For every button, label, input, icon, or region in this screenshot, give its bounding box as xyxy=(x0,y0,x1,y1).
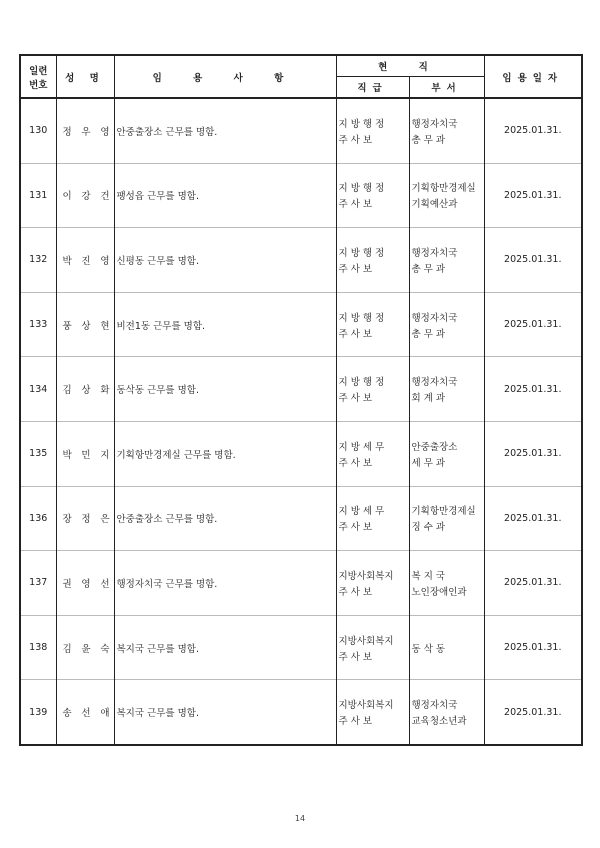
current-rank xyxy=(336,551,409,616)
rank-line: 주 사 보 xyxy=(338,328,373,340)
person-name xyxy=(56,292,114,357)
person-name xyxy=(56,486,114,551)
name-char: 이 xyxy=(62,191,72,203)
table-row xyxy=(20,228,582,293)
appointment-content: 행정자치국 근무를 명함. xyxy=(114,551,336,616)
header-current-position: 현 직 xyxy=(336,55,484,77)
appointment-date: 2025.01.31. xyxy=(484,551,582,616)
name-char: 장 xyxy=(62,514,72,526)
current-rank xyxy=(336,615,409,680)
current-rank xyxy=(336,421,409,486)
name-char: 풍 xyxy=(62,320,72,332)
table-row xyxy=(20,615,582,680)
name-char: 선 xyxy=(81,708,91,720)
current-department xyxy=(409,357,484,422)
name-char: 현 xyxy=(100,320,110,332)
dept-line: 행정자치국 xyxy=(411,312,458,324)
current-department xyxy=(409,163,484,228)
name-char: 숙 xyxy=(100,643,110,655)
name-char: 화 xyxy=(100,385,110,397)
current-department xyxy=(409,615,484,680)
dept-line: 행정자치국 xyxy=(411,247,458,259)
person-name xyxy=(56,680,114,745)
person-name xyxy=(56,421,114,486)
rank-line: 지방사회복지 xyxy=(338,700,394,712)
rank-line: 지 방 행 정 xyxy=(338,118,385,130)
current-rank xyxy=(336,486,409,551)
name-char: 정 xyxy=(81,514,91,526)
dept-line: 회 계 과 xyxy=(411,393,446,405)
name-char: 우 xyxy=(81,126,91,138)
name-char: 상 xyxy=(81,385,91,397)
dept-line: 세 무 과 xyxy=(411,457,446,469)
name-char: 박 xyxy=(62,255,72,267)
name-char: 윤 xyxy=(81,643,91,655)
person-name xyxy=(56,228,114,293)
name-char: 영 xyxy=(100,255,110,267)
serial-number: 132 xyxy=(20,228,56,293)
serial-number: 138 xyxy=(20,615,56,680)
dept-line: 안중출장소 xyxy=(411,441,458,453)
dept-line: 행정자치국 xyxy=(411,377,458,389)
header-name: 성 명 xyxy=(56,55,114,98)
appointment-content: 신평동 근무를 명함. xyxy=(114,228,336,293)
dept-line: 동 삭 동 xyxy=(411,643,446,655)
current-department xyxy=(409,421,484,486)
appointment-content: 비전1동 근무를 명함. xyxy=(114,292,336,357)
rank-line: 주 사 보 xyxy=(338,457,373,469)
rank-line: 지방사회복지 xyxy=(338,570,394,582)
current-department xyxy=(409,98,484,163)
dept-line: 기획항만경제실 xyxy=(411,183,476,195)
serial-number: 134 xyxy=(20,357,56,422)
current-department xyxy=(409,680,484,745)
header-department: 부서 xyxy=(409,77,484,99)
current-department xyxy=(409,228,484,293)
dept-line: 교육청소년과 xyxy=(411,716,467,728)
rank-line: 지 방 세 무 xyxy=(338,506,385,518)
current-rank xyxy=(336,98,409,163)
rank-line: 주 사 보 xyxy=(338,522,373,534)
name-char: 김 xyxy=(62,643,72,655)
person-name xyxy=(56,163,114,228)
table-row xyxy=(20,486,582,551)
name-char: 박 xyxy=(62,449,72,461)
name-char: 상 xyxy=(81,320,91,332)
appointment-content: 안중출장소 근무를 명함. xyxy=(114,486,336,551)
name-char: 김 xyxy=(62,385,72,397)
rank-line: 지 방 행 정 xyxy=(338,247,385,259)
appointment-content: 안중출장소 근무를 명함. xyxy=(114,98,336,163)
serial-number: 131 xyxy=(20,163,56,228)
header-rank: 직급 xyxy=(336,77,409,99)
appointment-date: 2025.01.31. xyxy=(484,163,582,228)
dept-line: 총 무 과 xyxy=(411,328,446,340)
name-char: 지 xyxy=(100,449,110,461)
person-name xyxy=(56,357,114,422)
current-rank xyxy=(336,357,409,422)
rank-line: 주 사 보 xyxy=(338,586,373,598)
dept-line: 징 수 과 xyxy=(411,522,446,534)
current-rank xyxy=(336,680,409,745)
appointment-content: 기획항만경제실 근무를 명함. xyxy=(114,421,336,486)
appointment-table xyxy=(19,54,583,746)
appointment-date: 2025.01.31. xyxy=(484,228,582,293)
current-department xyxy=(409,551,484,616)
current-rank xyxy=(336,228,409,293)
name-char: 강 xyxy=(81,191,91,203)
rank-line: 지방사회복지 xyxy=(338,635,394,647)
appointment-date: 2025.01.31. xyxy=(484,680,582,745)
dept-line: 복 지 국 xyxy=(411,570,446,582)
dept-line: 행정자치국 xyxy=(411,118,458,130)
table-row xyxy=(20,421,582,486)
table-row xyxy=(20,357,582,422)
rank-line: 지 방 세 무 xyxy=(338,441,385,453)
rank-line: 주 사 보 xyxy=(338,199,373,211)
rank-line: 지 방 행 정 xyxy=(338,377,385,389)
person-name xyxy=(56,551,114,616)
appointment-content: 복지국 근무를 명함. xyxy=(114,615,336,680)
table-row xyxy=(20,292,582,357)
name-char: 영 xyxy=(100,126,110,138)
name-char: 은 xyxy=(100,514,110,526)
serial-number: 130 xyxy=(20,98,56,163)
dept-line: 기획항만경제실 xyxy=(411,506,476,518)
appointment-date: 2025.01.31. xyxy=(484,292,582,357)
name-char: 진 xyxy=(81,255,91,267)
current-rank xyxy=(336,163,409,228)
name-char: 애 xyxy=(100,708,110,720)
name-char: 정 xyxy=(62,126,72,138)
name-char: 영 xyxy=(81,578,91,590)
rank-line: 지 방 행 정 xyxy=(338,312,385,324)
appointment-date: 2025.01.31. xyxy=(484,357,582,422)
dept-line: 기획예산과 xyxy=(411,199,458,211)
page-number: 14 xyxy=(294,814,306,823)
appointment-date: 2025.01.31. xyxy=(484,486,582,551)
rank-line: 주 사 보 xyxy=(338,263,373,275)
rank-line: 주 사 보 xyxy=(338,651,373,663)
serial-number: 136 xyxy=(20,486,56,551)
dept-line: 노인장애인과 xyxy=(411,586,467,598)
rank-line: 주 사 보 xyxy=(338,134,373,146)
rank-line: 주 사 보 xyxy=(338,716,373,728)
serial-number: 139 xyxy=(20,680,56,745)
serial-number: 135 xyxy=(20,421,56,486)
appointment-date: 2025.01.31. xyxy=(484,615,582,680)
rank-line: 지 방 행 정 xyxy=(338,183,385,195)
current-department xyxy=(409,292,484,357)
appointment-date: 2025.01.31. xyxy=(484,98,582,163)
header-appointment-date: 임용일자 xyxy=(484,55,582,98)
serial-number: 133 xyxy=(20,292,56,357)
name-char: 민 xyxy=(81,449,91,461)
appointment-content: 팽성읍 근무를 명함. xyxy=(114,163,336,228)
name-char: 송 xyxy=(62,708,72,720)
header-appointment: 임 용 사 항 xyxy=(114,55,336,98)
appointment-date: 2025.01.31. xyxy=(484,421,582,486)
person-name xyxy=(56,98,114,163)
dept-line: 총 무 과 xyxy=(411,263,446,275)
person-name xyxy=(56,615,114,680)
dept-line: 행정자치국 xyxy=(411,700,458,712)
rank-line: 주 사 보 xyxy=(338,393,373,405)
table-row xyxy=(20,680,582,745)
dept-line: 총 무 과 xyxy=(411,134,446,146)
table-row xyxy=(20,551,582,616)
appointment-content: 동삭동 근무를 명함. xyxy=(114,357,336,422)
table-row xyxy=(20,163,582,228)
serial-number: 137 xyxy=(20,551,56,616)
name-char: 건 xyxy=(100,191,110,203)
header-serial-number: 일련 번호 xyxy=(20,55,56,98)
current-rank xyxy=(336,292,409,357)
name-char: 선 xyxy=(100,578,110,590)
appointment-content: 복지국 근무를 명함. xyxy=(114,680,336,745)
current-department xyxy=(409,486,484,551)
table-row xyxy=(20,98,582,163)
name-char: 권 xyxy=(62,578,72,590)
